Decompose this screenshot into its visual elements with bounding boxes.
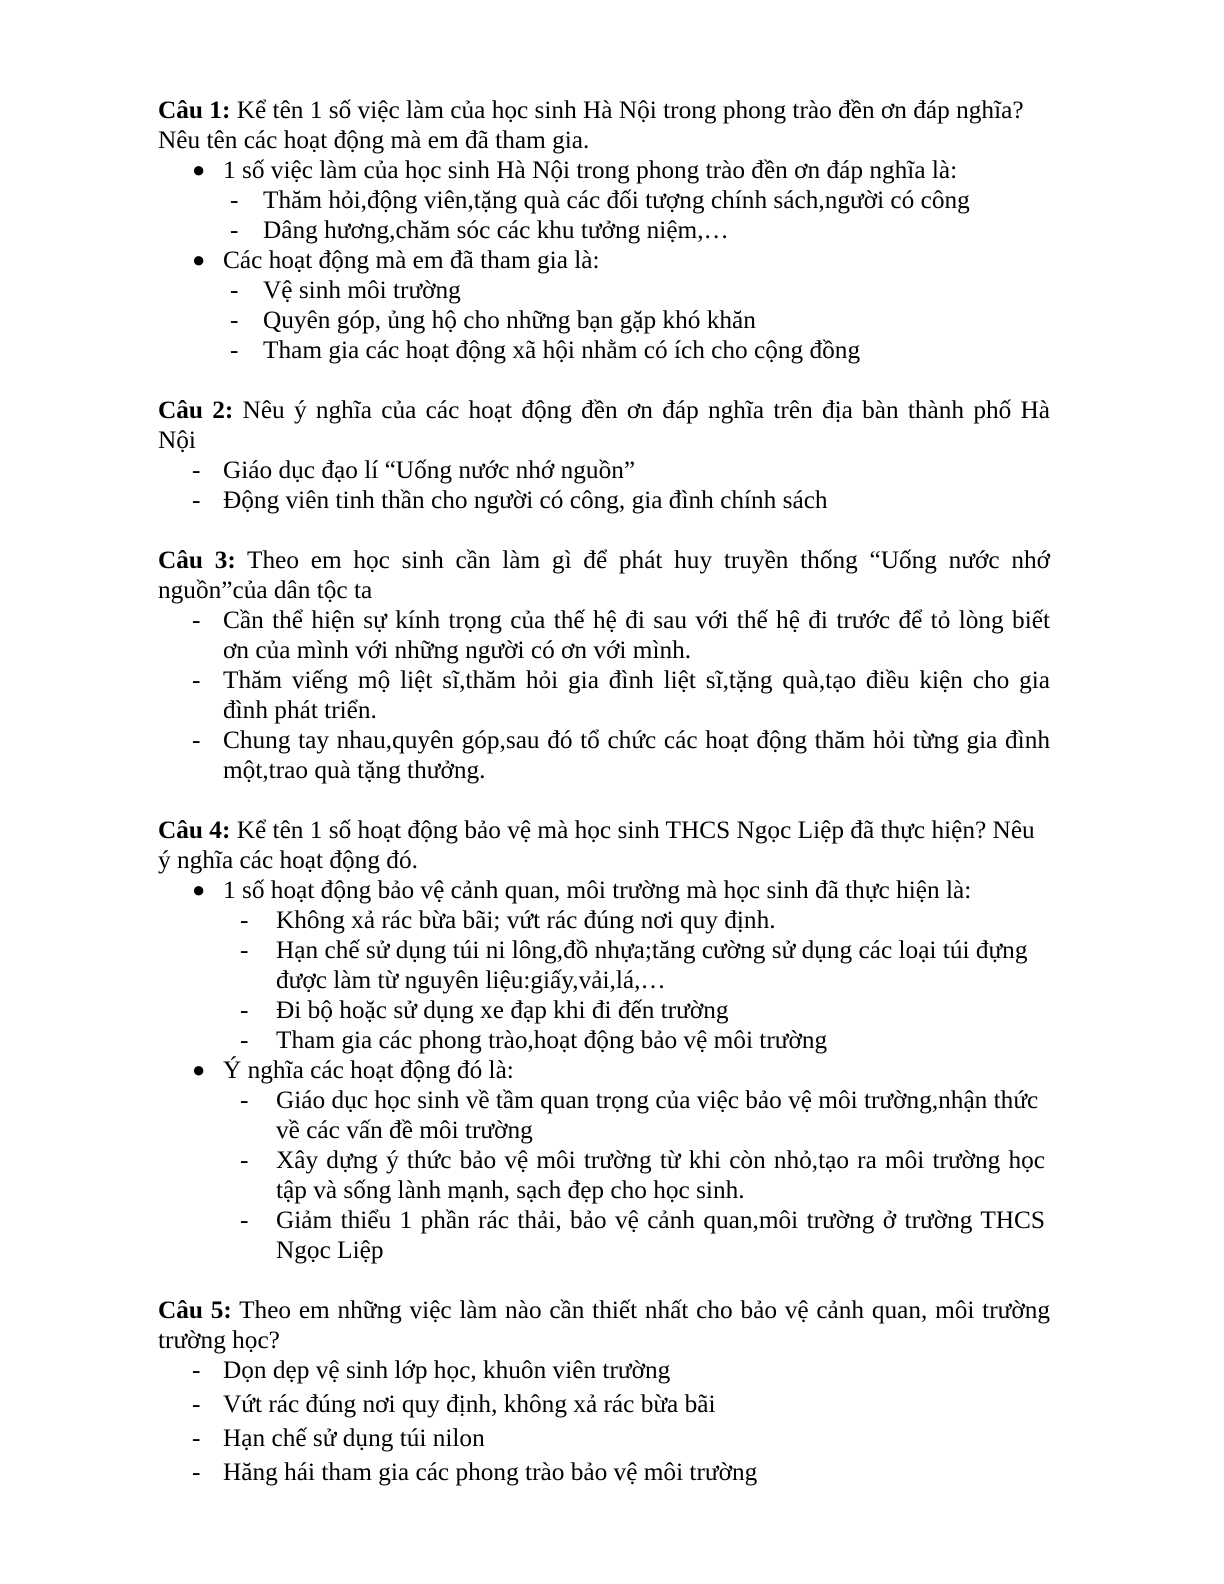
list-item: Vệ sinh môi trường — [263, 276, 461, 304]
dash-icon: - — [192, 1390, 201, 1418]
list-item: Dâng hương,chăm sóc các khu tưởng niệm,… — [263, 216, 729, 244]
list-item: Thăm viếng mộ liệt sĩ,thăm hỏi gia đình liệt sĩ,tặng quà,tạo điều kiện cho gia — [223, 666, 1050, 694]
question-2-title-cont: Nội — [158, 426, 196, 454]
list-item: Giáo dục học sinh về tầm quan trọng của việc bảo vệ môi trường,nhận thức — [276, 1086, 1039, 1114]
list-item: Chung tay nhau,quyên góp,sau đó tổ chức các hoạt động thăm hỏi từng gia đình — [223, 726, 1050, 754]
list-item: Dọn dẹp vệ sinh lớp học, khuôn viên trường — [223, 1356, 671, 1384]
dash-icon: - — [230, 276, 239, 304]
list-item: Hạn chế sử dụng túi ni lông,đồ nhựa;tăng cường sử dụng các loại túi đựng — [276, 936, 1028, 964]
list-item: Tham gia các hoạt động xã hội nhằm có ích cho cộng đồng — [263, 336, 861, 364]
bullet-icon: ● — [192, 1057, 206, 1082]
list-item: Hạn chế sử dụng túi nilon — [223, 1424, 485, 1452]
list-item: 1 số việc làm của học sinh Hà Nội trong phong trào đền ơn đáp nghĩa là: — [223, 156, 958, 184]
bullet-icon: ● — [192, 247, 206, 272]
question-5-title — [158, 1295, 1050, 1325]
list-item: Xây dựng ý thức bảo vệ môi trường từ khi còn nhỏ,tạo ra môi trường học — [276, 1146, 1045, 1174]
list-item-cont: ơn của mình với những người có ơn với mình. — [223, 636, 692, 664]
question-text: Nêu ý nghĩa của các hoạt động đền ơn đáp nghĩa trên địa bàn thành phố Hà — [233, 396, 1051, 424]
list-item: Quyên góp, ủng hộ cho những bạn gặp khó khăn — [263, 306, 756, 334]
dash-icon: - — [240, 1026, 249, 1054]
dash-icon: - — [192, 666, 201, 694]
dash-icon: - — [230, 336, 239, 364]
list-item: Các hoạt động mà em đã tham gia là: — [223, 246, 600, 274]
dash-icon: - — [192, 1458, 201, 1486]
list-item-cont: một,trao quà tặng thưởng. — [223, 756, 486, 784]
dash-icon: - — [240, 1146, 249, 1174]
question-1-title — [158, 95, 1024, 125]
dash-icon: - — [192, 486, 201, 514]
dash-icon: - — [192, 726, 201, 754]
question-text: Theo em học sinh cần làm gì để phát huy truyền thống “Uống nước nhớ — [235, 546, 1050, 574]
question-text: Kể tên 1 số việc làm của học sinh Hà Nội trong phong trào đền ơn đáp nghĩa? — [230, 96, 1024, 124]
list-item-cont: được làm từ nguyên liệu:giấy,vải,lá,… — [276, 966, 666, 994]
dash-icon: - — [240, 996, 249, 1024]
list-item: Ý nghĩa các hoạt động đó là: — [223, 1056, 514, 1084]
question-label: Câu 2: — [158, 396, 234, 424]
bullet-icon: ● — [192, 157, 206, 182]
list-item-cont: Ngọc Liệp — [276, 1236, 384, 1264]
list-item: Đi bộ hoặc sử dụng xe đạp khi đi đến trường — [276, 996, 729, 1024]
list-item: Cần thể hiện sự kính trọng của thế hệ đi sau với thế hệ đi trước để tỏ lòng biết — [223, 606, 1050, 634]
question-4-title-cont: ý nghĩa các hoạt động đó. — [158, 846, 418, 874]
dash-icon: - — [230, 306, 239, 334]
question-text: Theo em những việc làm nào cần thiết nhất cho bảo vệ cảnh quan, môi trường — [231, 1296, 1050, 1324]
question-label: Câu 5: — [158, 1296, 232, 1324]
list-item: Thăm hỏi,động viên,tặng quà các đối tượng chính sách,người có công — [263, 186, 970, 214]
dash-icon: - — [240, 1086, 249, 1114]
list-item: 1 số hoạt động bảo vệ cảnh quan, môi trường mà học sinh đã thực hiện là: — [223, 876, 972, 904]
list-item: Tham gia các phong trào,hoạt động bảo vệ môi trường — [276, 1026, 828, 1054]
question-2-title — [158, 395, 1050, 425]
list-item: Không xả rác bừa bãi; vứt rác đúng nơi quy định. — [276, 906, 776, 934]
list-item: Giáo dục đạo lí “Uống nước nhớ nguồn” — [223, 456, 636, 484]
dash-icon: - — [230, 186, 239, 214]
question-5-title-cont: trường học? — [158, 1326, 280, 1354]
question-3-title-cont: nguồn”của dân tộc ta — [158, 576, 373, 604]
dash-icon: - — [240, 906, 249, 934]
question-3-title — [158, 545, 1050, 575]
question-label: Câu 3: — [158, 546, 236, 574]
dash-icon: - — [240, 936, 249, 964]
question-label: Câu 4: — [158, 816, 231, 844]
dash-icon: - — [192, 606, 201, 634]
dash-icon: - — [240, 1206, 249, 1234]
list-item-cont: tập và sống lành mạnh, sạch đẹp cho học sinh. — [276, 1176, 745, 1204]
question-1-title-cont: Nêu tên các hoạt động mà em đã tham gia. — [158, 126, 590, 154]
question-text: Kể tên 1 số hoạt động bảo vệ mà học sinh THCS Ngọc Liệp đã thực hiện? Nêu — [230, 816, 1035, 844]
list-item-cont: về các vấn đề môi trường — [276, 1116, 533, 1144]
list-item: Vứt rác đúng nơi quy định, không xả rác bừa bãi — [223, 1390, 716, 1418]
list-item: Giảm thiểu 1 phần rác thải, bảo vệ cảnh quan,môi trường ở trường THCS — [276, 1206, 1045, 1234]
list-item-cont: đình phát triển. — [223, 696, 377, 724]
bullet-icon: ● — [192, 877, 206, 902]
dash-icon: - — [230, 216, 239, 244]
question-label: Câu 1: — [158, 96, 231, 124]
list-item: Động viên tinh thần cho người có công, gia đình chính sách — [223, 486, 828, 514]
dash-icon: - — [192, 1356, 201, 1384]
dash-icon: - — [192, 456, 201, 484]
question-4-title — [158, 815, 1035, 845]
list-item: Hăng hái tham gia các phong trào bảo vệ môi trường — [223, 1458, 758, 1486]
dash-icon: - — [192, 1424, 201, 1452]
